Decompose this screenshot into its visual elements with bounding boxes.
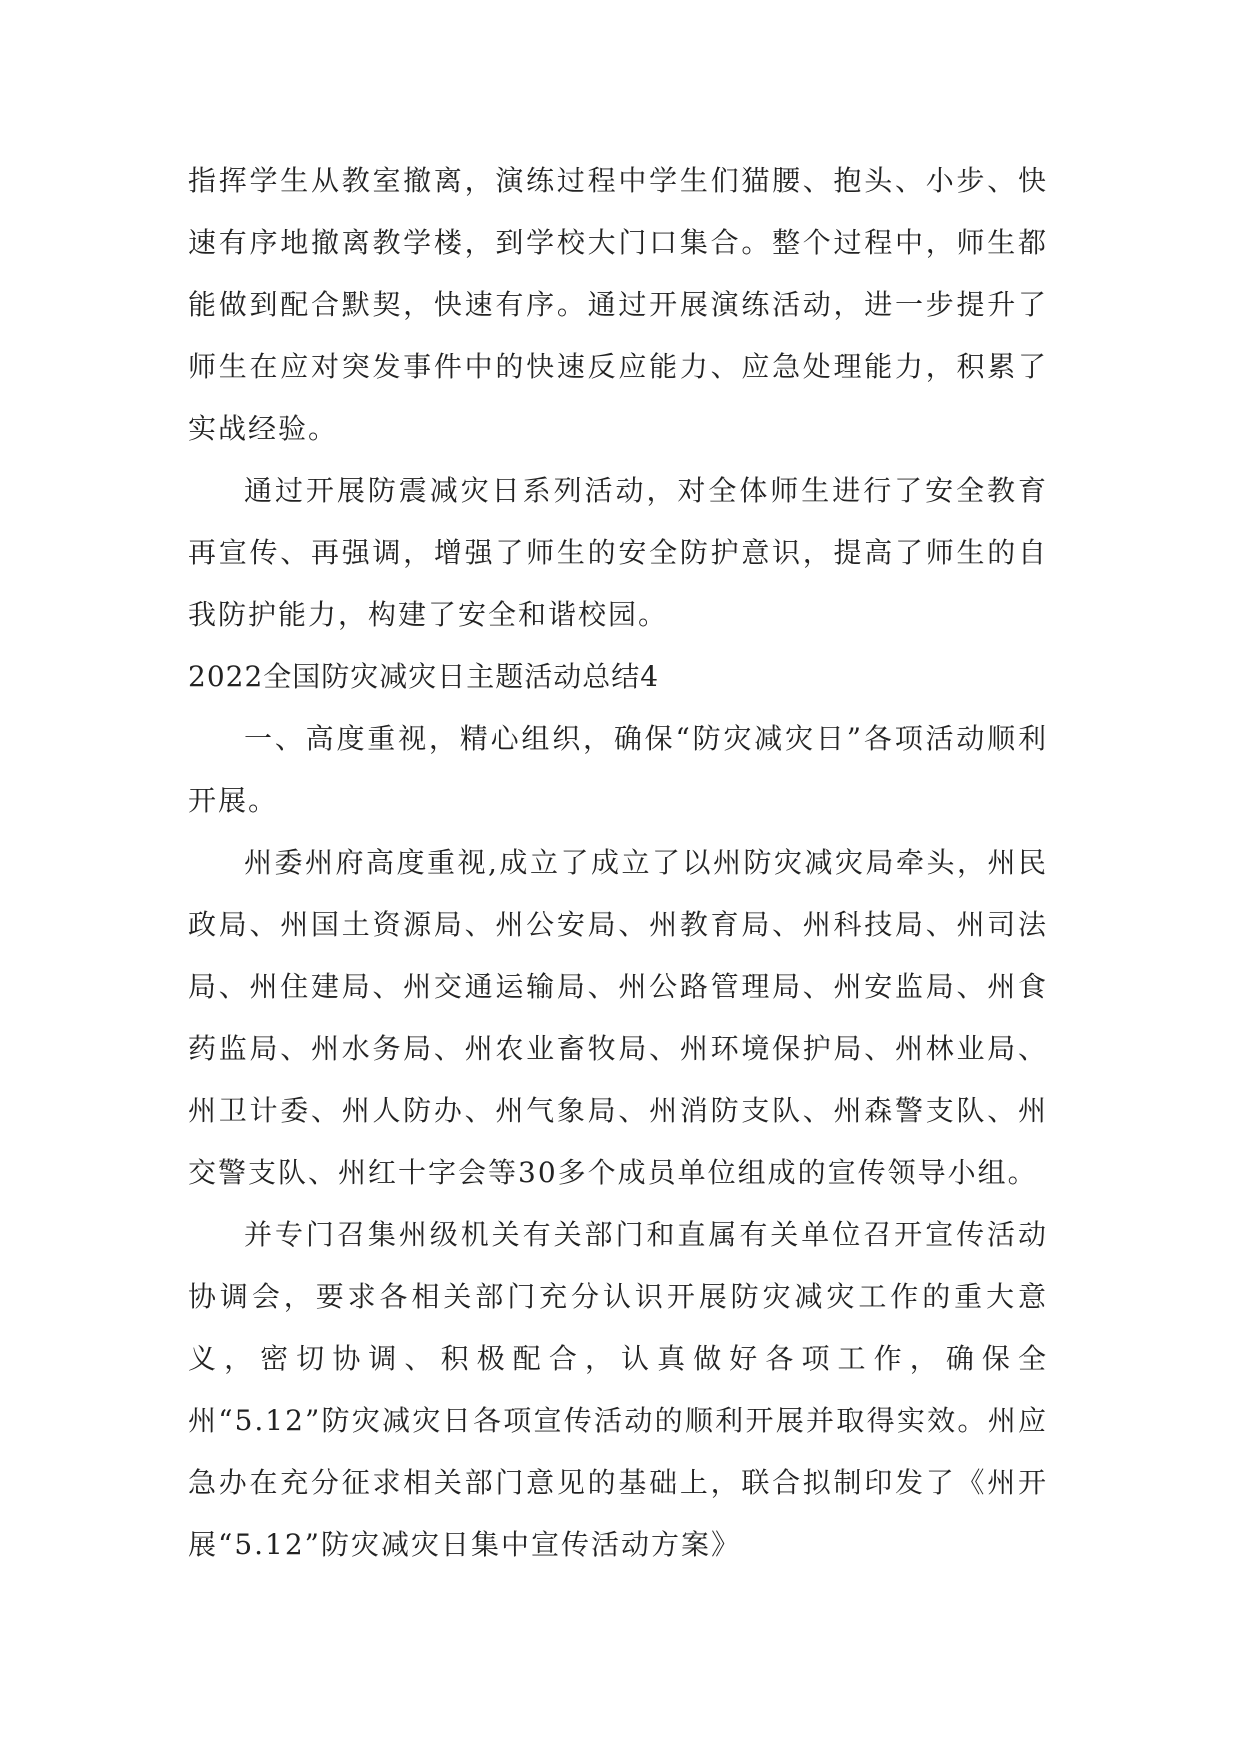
paragraph-point-one: 一、高度重视，精心组织，确保“防灾减灾日”各项活动顺利开展。: [188, 722, 1048, 817]
paragraph-leadership-group: 州委州府高度重视,成立了成立了以州防灾减灾局牵头，州民政局、州国土资源局、州公安局、州教育局、州科技局、州司法局、州住建局、州交通运输局、州公路管理局、州安监局、州食药监局、州水务局、州农业畜牧局、州环境保护局、州林业局、州卫计委、州人防办、州气象局、州消防支队、州森警支队、州交警支队、州红十字会等30多个成员单位组成的宣传领导小组。: [188, 846, 1048, 1189]
paragraph-evacuation-drill: 指挥学生从教室撤离，演练过程中学生们猫腰、抱头、小步、快速有序地撤离教学楼，到学校大门口集合。整个过程中，师生都能做到配合默契，快速有序。通过开展演练活动，进一步提升了师生在应对突发事件中的快速反应能力、应急处理能力，积累了实战经验。: [188, 164, 1048, 445]
section-heading: 2022全国防灾减灾日主题活动总结4: [188, 660, 660, 693]
paragraph-activity-summary: 通过开展防震减灾日系列活动，对全体师生进行了安全教育再宣传、再强调，增强了师生的安全防护意识，提高了师生的自我防护能力，构建了安全和谐校园。: [188, 474, 1048, 631]
document-body: [188, 150, 1048, 1576]
paragraph-coordination-meeting: 并专门召集州级机关有关部门和直属有关单位召开宣传活动协调会，要求各相关部门充分认识开展防灾减灾工作的重大意义，密切协调、积极配合，认真做好各项工作，确保全州“5.12”防灾减灾日各项宣传活动的顺利开展并取得实效。州应急办在充分征求相关部门意见的基础上，联合拟制印发了《州开展“5.12”防灾减灾日集中宣传活动方案》: [188, 1218, 1048, 1561]
